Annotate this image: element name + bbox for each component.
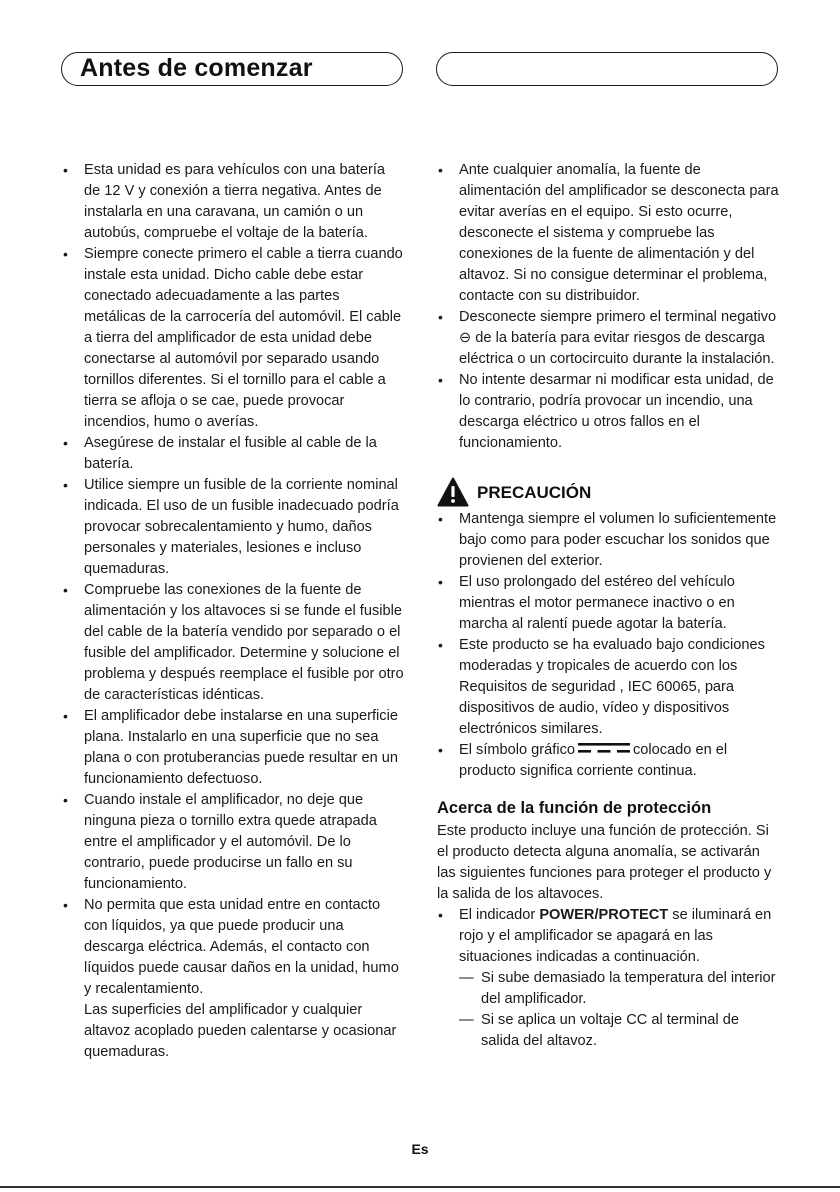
list-item: • El amplificador debe instalarse en una superficie plana. Instalarlo en una superficie que no sea plana o con protuberancias puede resultar en un funcionamiento defectuoso. [62, 706, 404, 790]
caution-list [437, 509, 779, 782]
bottom-rule [0, 1186, 840, 1188]
warning-triangle-icon [437, 477, 469, 507]
list-item [437, 905, 779, 968]
section-title: Antes de comenzar [80, 54, 313, 82]
list-item: • Utilice siempre un fusible de la corriente nominal indicada. El uso de un fusible inadecuado podría provocar sobrecalentamiento y humo, daños personales y materiales, lesiones e incluso quemaduras. [62, 475, 404, 580]
list-item-text: El símbolo gráfico [459, 742, 575, 758]
list-item [437, 740, 779, 782]
list-item: • Mantenga siempre el volumen lo suficientemente bajo como para poder escuchar los sonidos que provienen del exterior. [437, 509, 779, 572]
list-item: • Siempre conecte primero el cable a tierra cuando instale esta unidad. Dicho cable debe estar conectado adecuadamente a las partes metálicas de la carrocería del automóvil. El cable a tierra del amplificador de esta unidad debe conectarse al automóvil por separado usando tornillos diferentes. Si el tornillo para el cable a tierra se afloja o se cae, puede provocar incendios, humo o averías. [62, 244, 404, 433]
list-item-text: de la batería para evitar riesgos de descarga eléctrica o un cortocircuito durante la instalación. [459, 330, 775, 367]
list-item-text: colocado en el producto significa corriente continua. [459, 742, 728, 779]
page-language-label: Es [411, 1141, 429, 1157]
list-item: • Este producto se ha evaluado bajo condiciones moderadas y tropicales de acuerdo con los Requisitos de seguridad , IEC 60065, para dispositivos de audio, vídeo y dispositivos electrónicos similares. [437, 635, 779, 740]
list-item: • El uso prolongado del estéreo del vehículo mientras el motor permanece inactivo o en marcha al ralentí puede agotar la batería. [437, 572, 779, 635]
list-item: — Si se aplica un voltaje CC al terminal de salida del altavoz. [437, 1010, 779, 1052]
caution-header [437, 477, 779, 507]
list-item [437, 307, 779, 370]
left-column [62, 160, 404, 1063]
right-column [437, 160, 779, 1052]
burn-warning-paragraph: Las superficies del amplificador y cualquier altavoz acoplado pueden calentarse y ocasionar quemaduras. [84, 1002, 397, 1060]
caution-section [437, 477, 779, 782]
protection-intro: Este producto incluye una función de protección. Si el producto detecta alguna anomalía, se activarán las siguientes funciones para proteger el producto y la salida de los altavoces. [437, 823, 772, 902]
list-item-text: El indicador [459, 907, 540, 923]
safety-list-continued [437, 160, 779, 454]
power-protect-label: POWER/PROTECT [539, 907, 669, 923]
list-item: • Esta unidad es para vehículos con una batería de 12 V y conexión a tierra negativa. Antes de instalarla en una caravana, un camión o un autobús, compruebe el voltaje de la batería. [62, 160, 404, 244]
list-item-text: Desconecte siempre primero el terminal negativo [459, 309, 777, 325]
list-item: — Si sube demasiado la temperatura del interior del amplificador. [437, 968, 779, 1010]
protection-list [437, 905, 779, 968]
list-item: • Compruebe las conexiones de la fuente de alimentación y los altavoces si se funde el fusible del cable de la batería vendido por separado o el fusible del amplificador. Determine y solucione el problema y después reemplace el fusible por otro de características idénticas. [62, 580, 404, 706]
list-item: • Ante cualquier anomalía, la fuente de alimentación del amplificador se desconecta para evitar averías en el equipo. Si esto ocurre, desconecte el sistema y compruebe las conexiones de la fuente de alimentación y del altavoz. Si no consigue determinar el problema, contacte con su distribuidor. [437, 160, 779, 307]
empty-title-frame [436, 52, 778, 86]
protection-heading: Acerca de la función de protección [437, 799, 712, 817]
protection-conditions [437, 968, 779, 1052]
dc-current-symbol-icon [578, 743, 630, 754]
negative-terminal-icon: ⊖ [459, 330, 472, 346]
safety-list [62, 160, 404, 1000]
caution-title: PRECAUCIÓN [477, 482, 592, 502]
list-item: • Asegúrese de instalar el fusible al cable de la batería. [62, 433, 404, 475]
list-item: • No intente desarmar ni modificar esta unidad, de lo contrario, podría provocar un incendio, una descarga eléctrico u otros fallos en el funcionamiento. [437, 370, 779, 454]
list-item: • No permita que esta unidad entre en contacto con líquidos, ya que puede producir una descarga eléctrica. Además, el contacto con líquidos puede causar daños en la unidad, humo y recalentamiento. [62, 895, 404, 1000]
list-item-text: se iluminará en rojo y el amplificador se apagará en las situaciones indicadas a continuación. [459, 907, 772, 965]
list-item: • Cuando instale el amplificador, no deje que ninguna pieza o tornillo extra quede atrapada entre el amplificador y el automóvil. De lo contrario, puede producirse un fallo en su funcionamiento. [62, 790, 404, 895]
section-title-frame [61, 52, 403, 86]
